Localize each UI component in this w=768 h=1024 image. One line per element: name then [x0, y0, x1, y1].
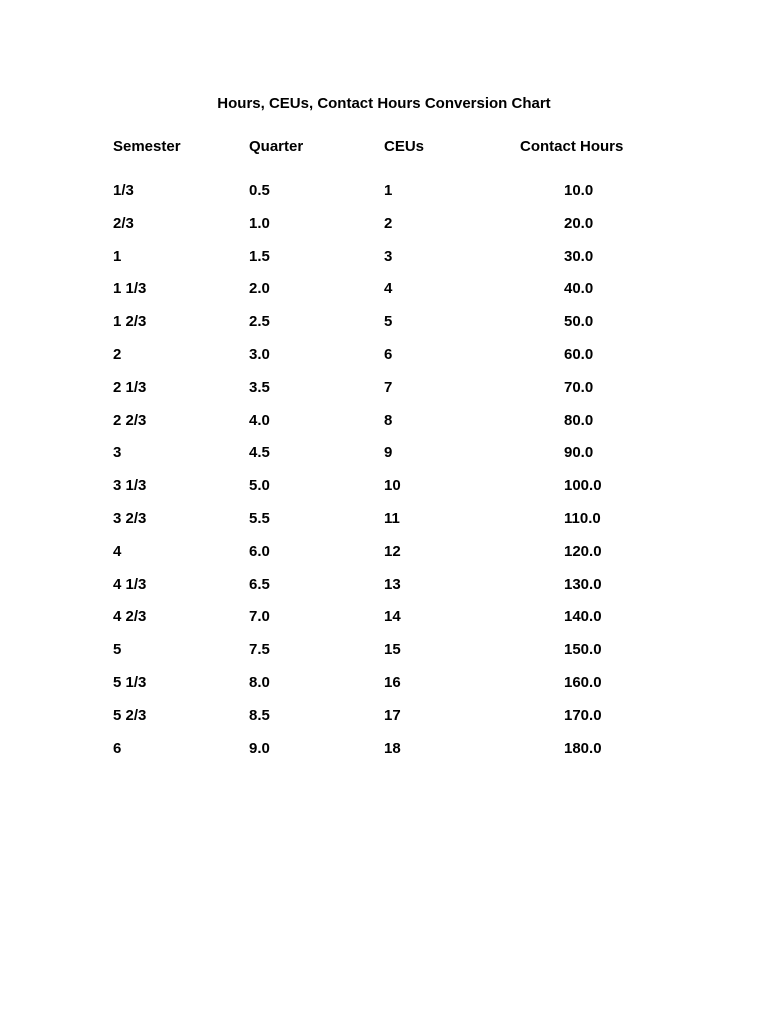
quarter-cell: 7.5: [249, 641, 270, 659]
column-header-contact-hours: Contact Hours: [520, 138, 624, 155]
column-header-quarter: Quarter: [249, 138, 304, 155]
quarter-cell: 2.5: [249, 313, 270, 331]
semester-cell: 2: [113, 346, 122, 363]
semester-cell: 1: [113, 247, 122, 265]
contact-hours-cell: 20.0: [564, 214, 594, 232]
semester-cell: 5 2/3: [113, 706, 147, 724]
semester-cell: 1 1/3: [113, 280, 147, 298]
ceus-cell: 6: [384, 346, 393, 363]
quarter-cell: 5.0: [249, 477, 270, 495]
table-row: [0, 607, 768, 627]
quarter-cell: 7.0: [249, 608, 270, 626]
semester-cell: 5 1/3: [113, 674, 147, 691]
table-row: [0, 640, 768, 660]
table-row: [0, 312, 768, 332]
table-row: [0, 247, 768, 267]
document-title: Hours, CEUs, Contact Hours Conversion Chart: [217, 95, 551, 112]
quarter-cell: 6.5: [249, 575, 270, 593]
contact-hours-cell: 80.0: [564, 411, 594, 429]
table-row: [0, 279, 768, 299]
contact-hours-cell: 130.0: [564, 575, 602, 593]
table-row: [0, 345, 768, 365]
semester-cell: 4 1/3: [113, 575, 147, 593]
contact-hours-cell: 180.0: [564, 739, 602, 757]
ceus-cell: 12: [384, 542, 401, 560]
contact-hours-cell: 160.0: [564, 674, 602, 691]
table-row: [0, 739, 768, 759]
ceus-cell: 13: [384, 575, 401, 593]
semester-cell: 3 2/3: [113, 510, 147, 527]
quarter-cell: 2.0: [249, 280, 270, 298]
ceus-cell: 14: [384, 608, 401, 626]
quarter-cell: 6.0: [249, 542, 270, 560]
quarter-cell: 1.0: [249, 214, 270, 232]
contact-hours-cell: 90.0: [564, 444, 594, 462]
contact-hours-cell: 140.0: [564, 608, 602, 626]
contact-hours-cell: 60.0: [564, 346, 594, 363]
ceus-cell: 3: [384, 247, 393, 265]
table-row: [0, 673, 768, 693]
contact-hours-cell: 50.0: [564, 313, 594, 331]
table-row: [0, 542, 768, 562]
ceus-cell: 2: [384, 214, 393, 232]
quarter-cell: 9.0: [249, 739, 270, 757]
contact-hours-cell: 170.0: [564, 706, 602, 724]
ceus-cell: 18: [384, 739, 401, 757]
semester-cell: 3: [113, 444, 122, 462]
contact-hours-cell: 40.0: [564, 280, 594, 298]
ceus-cell: 16: [384, 674, 401, 691]
ceus-cell: 15: [384, 641, 401, 659]
ceus-cell: 10: [384, 477, 401, 495]
contact-hours-cell: 30.0: [564, 247, 594, 265]
quarter-cell: 3.0: [249, 346, 270, 363]
quarter-cell: 4.5: [249, 444, 270, 462]
semester-cell: 2 1/3: [113, 378, 147, 396]
semester-cell: 1 2/3: [113, 313, 147, 331]
semester-cell: 5: [113, 641, 122, 659]
quarter-cell: 8.5: [249, 706, 270, 724]
ceus-cell: 5: [384, 313, 393, 331]
quarter-cell: 5.5: [249, 510, 270, 527]
contact-hours-cell: 120.0: [564, 542, 602, 560]
ceus-cell: 9: [384, 444, 393, 462]
ceus-cell: 7: [384, 378, 393, 396]
contact-hours-cell: 10.0: [564, 182, 594, 199]
ceus-cell: 11: [384, 510, 400, 527]
table-row: [0, 476, 768, 496]
semester-cell: 4 2/3: [113, 608, 147, 626]
ceus-cell: 1: [384, 182, 393, 199]
quarter-cell: 0.5: [249, 182, 270, 199]
contact-hours-cell: 100.0: [564, 477, 602, 495]
semester-cell: 3 1/3: [113, 477, 147, 495]
semester-cell: 1/3: [113, 182, 134, 199]
table-row: [0, 443, 768, 463]
column-header-semester: Semester: [113, 138, 181, 155]
ceus-cell: 17: [384, 706, 401, 724]
contact-hours-cell: 110.0: [564, 510, 601, 527]
semester-cell: 2 2/3: [113, 411, 147, 429]
quarter-cell: 1.5: [249, 247, 270, 265]
column-header-ceus: CEUs: [384, 138, 425, 155]
semester-cell: 4: [113, 542, 122, 560]
table-row: [0, 706, 768, 726]
semester-cell: 6: [113, 739, 122, 757]
quarter-cell: 4.0: [249, 411, 270, 429]
contact-hours-cell: 70.0: [564, 378, 594, 396]
contact-hours-cell: 150.0: [564, 641, 602, 659]
table-row: [0, 181, 768, 201]
ceus-cell: 8: [384, 411, 393, 429]
table-row: [0, 214, 768, 234]
table-row: [0, 411, 768, 431]
semester-cell: 2/3: [113, 214, 134, 232]
table-row: [0, 509, 768, 529]
table-row: [0, 575, 768, 595]
quarter-cell: 8.0: [249, 674, 270, 691]
table-row: [0, 378, 768, 398]
quarter-cell: 3.5: [249, 378, 270, 396]
ceus-cell: 4: [384, 280, 393, 298]
